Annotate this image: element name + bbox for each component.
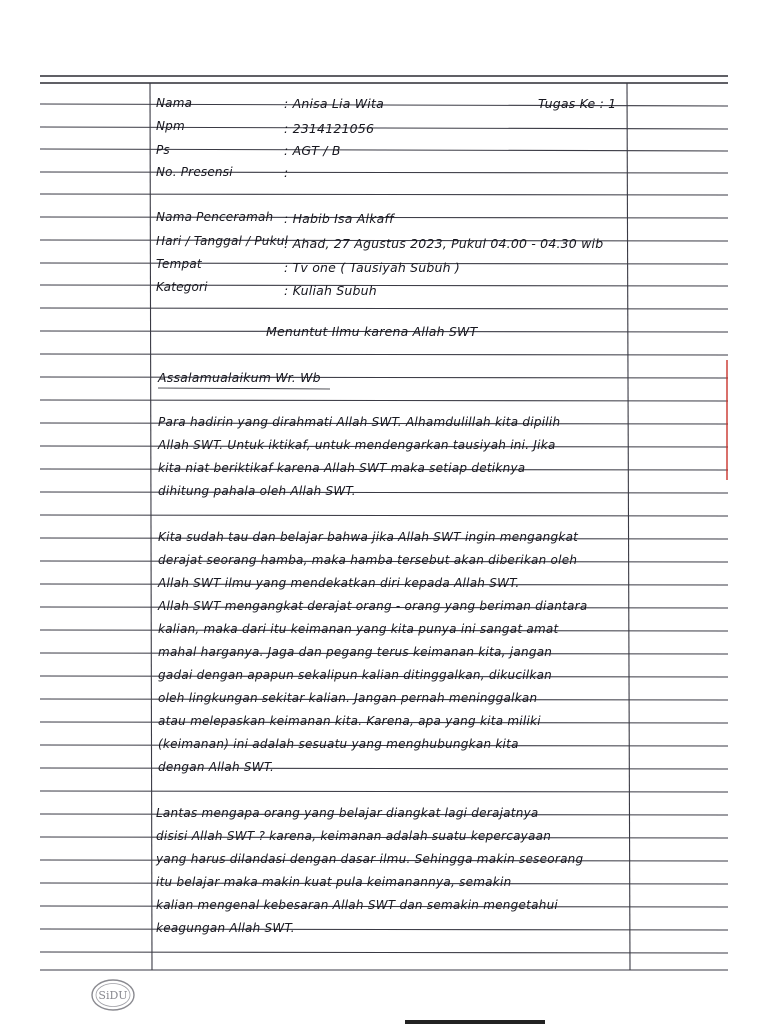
value-no-presensi: : [284, 165, 289, 180]
paragraph-1-line: kita niat beriktikaf karena Allah SWT maka setiap detiknya [158, 461, 526, 475]
paragraph-2-line: atau melepaskan keimanan kita. Karena, apa yang kita miliki [158, 714, 541, 728]
value-kategori: : Kuliah Subuh [284, 283, 377, 298]
paragraph-2-line: Kita sudah tau dan belajar bahwa jika Allah SWT ingin mengangkat [158, 530, 579, 544]
label-npm: Npm [156, 119, 185, 133]
label-ps: Ps [156, 143, 170, 157]
paragraph-3-line: Lantas mengapa orang yang belajar diangkat lagi derajatnya [156, 806, 539, 820]
page-title: Menuntut Ilmu karena Allah SWT [266, 324, 478, 339]
paragraph-2-line: Allah SWT ilmu yang mendekatkan diri kepada Allah SWT. [158, 576, 520, 590]
stamp-text: SiDU [98, 989, 128, 1002]
paragraph-1-line: dihitung pahala oleh Allah SWT. [158, 484, 356, 498]
paragraph-3-line: kalian mengenal kebesaran Allah SWT dan semakin mengetahui [156, 898, 559, 912]
paragraph-2-line: gadai dengan apapun sekalipun kalian ditinggalkan, dikucilkan [158, 668, 553, 682]
paragraph-3-line: disisi Allah SWT ? karena, keimanan adalah suatu kepercayaan [156, 829, 552, 843]
page-edge-mark [405, 1020, 545, 1024]
paragraph-2-line: mahal harganya. Jaga dan pegang terus keimanan kita, jangan [158, 645, 553, 659]
paragraph-2-line: derajat seorang hamba, maka hamba tersebut akan diberikan oleh [158, 553, 578, 567]
label-nama-penceramah: Nama Penceramah [156, 210, 274, 224]
paragraph-3-line: itu belajar maka makin kuat pula keimanannya, semakin [156, 875, 512, 889]
tugas-ke: Tugas Ke : 1 [538, 96, 617, 111]
paragraph-2-line: (keimanan) ini adalah sesuatu yang menghubungkan kita [158, 737, 519, 751]
paragraph-3-line: yang harus dilandasi dengan dasar ilmu. Sehingga makin seseorang [156, 852, 584, 866]
label-kategori: Kategori [156, 280, 208, 294]
paragraph-2-line: Allah SWT mengangkat derajat orang - orang yang beriman diantara [158, 599, 588, 613]
paragraph-1-line: Para hadirin yang dirahmati Allah SWT. Alhamdulillah kita dipilih [158, 415, 561, 429]
value-nama-penceramah: : Habib Isa Alkaff [284, 211, 394, 226]
label-nama: Nama [156, 96, 193, 110]
greeting: Assalamualaikum Wr. Wb [158, 370, 321, 385]
value-tempat: : Tv one ( Tausiyah Subuh ) [284, 260, 461, 275]
paragraph-1-line: Allah SWT. Untuk iktikaf, untuk mendengarkan tausiyah ini. Jika [158, 438, 556, 452]
value-npm: : 2314121056 [284, 121, 375, 136]
paragraph-3-line: keagungan Allah SWT. [156, 921, 295, 935]
label-tempat: Tempat [156, 257, 202, 271]
label-no-presensi: No. Presensi [156, 165, 233, 179]
paragraph-2-line: kalian, maka dari itu keimanan yang kita punya ini sangat amat [158, 622, 559, 636]
value-hari-tanggal-pukul: : Ahad, 27 Agustus 2023, Pukul 04.00 - 04.30 wib [284, 236, 604, 251]
label-hari-tanggal-pukul: Hari / Tanggal / Pukul [156, 234, 289, 248]
value-nama: : Anisa Lia Wita [284, 96, 384, 111]
paragraph-2-line: oleh lingkungan sekitar kalian. Jangan pernah meninggalkan [158, 691, 538, 705]
value-ps: : AGT / B [284, 143, 341, 158]
sidu-stamp-logo [90, 978, 136, 1012]
paragraph-2-line: dengan Allah SWT. [158, 760, 275, 774]
